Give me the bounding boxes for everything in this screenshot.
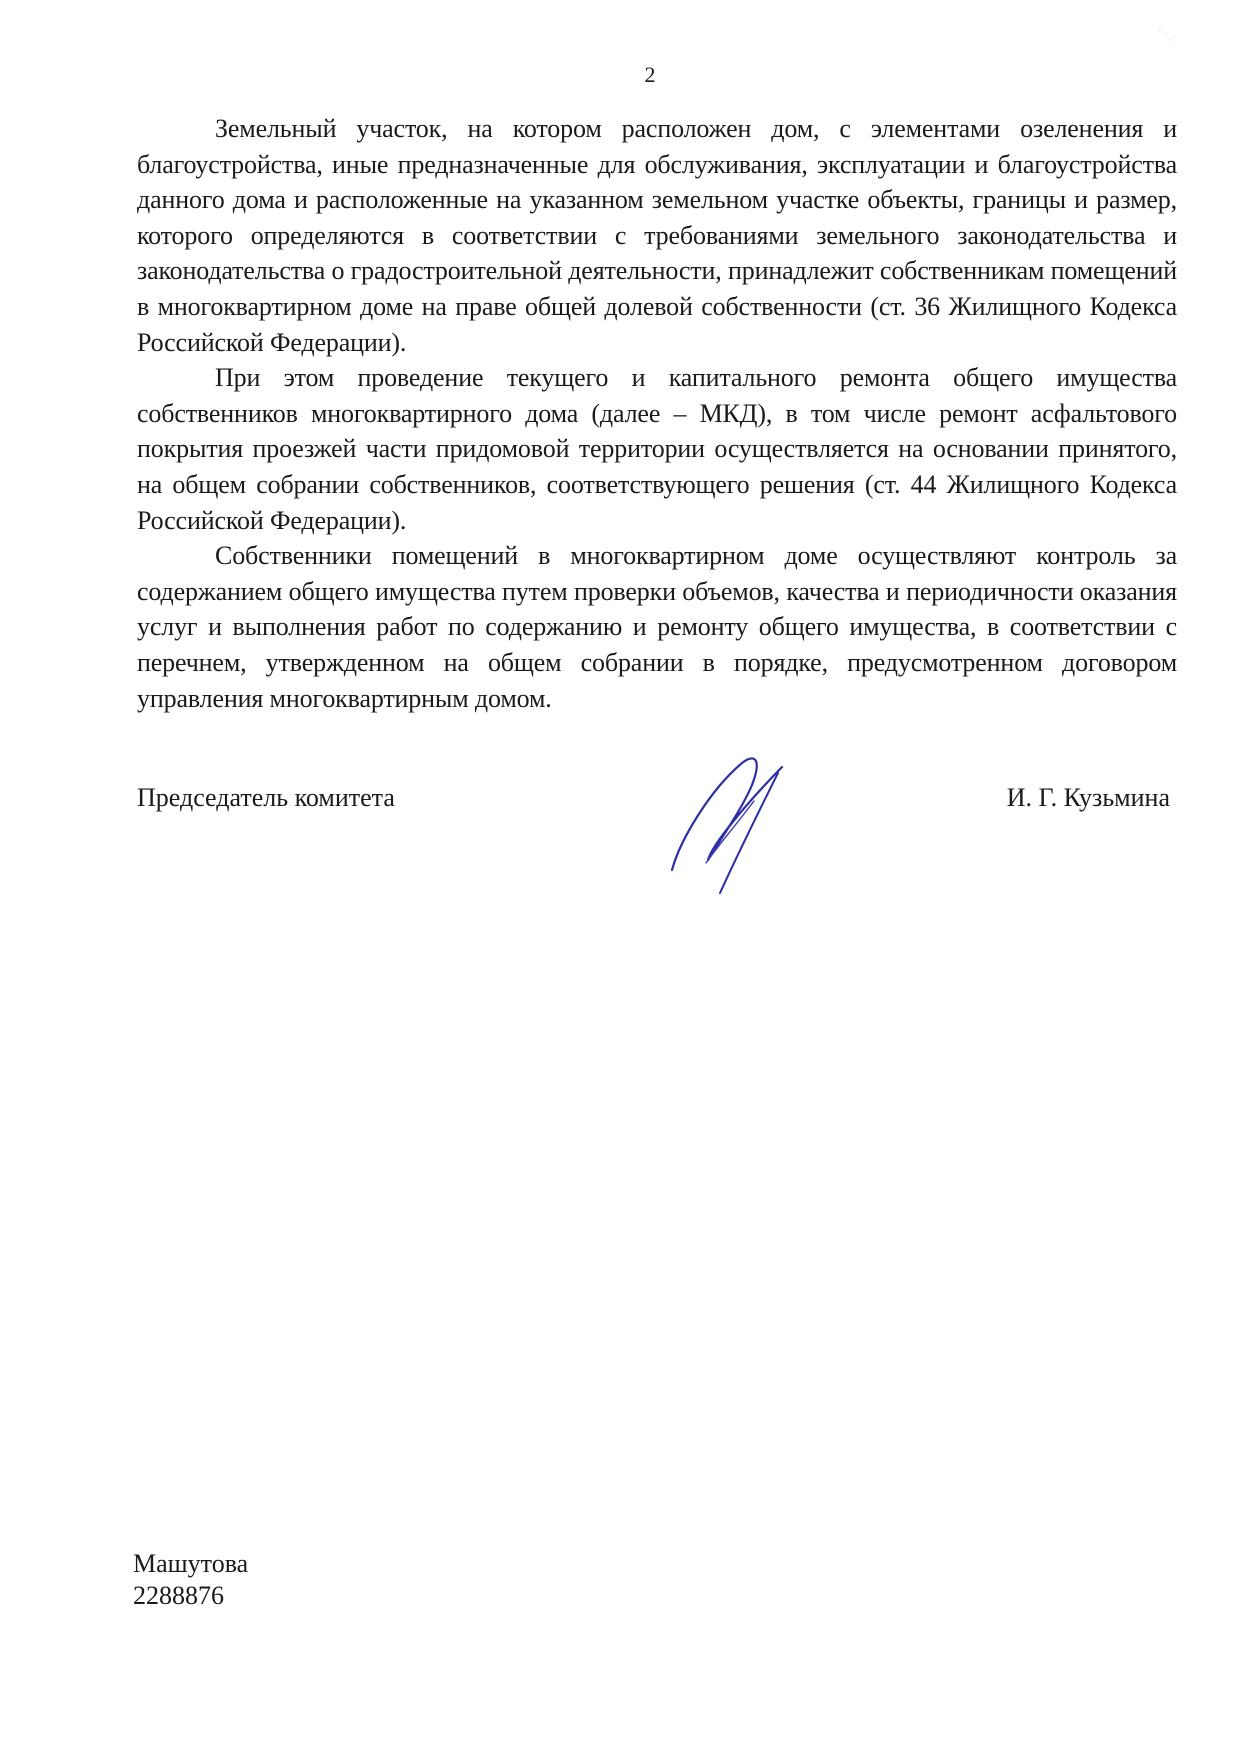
executor-footer <box>133 1548 248 1612</box>
handwritten-signature-icon <box>650 745 810 905</box>
signatory-position: Председатель комитета <box>137 783 395 812</box>
signatory-name: И. Г. Кузьмина <box>1006 783 1170 812</box>
executor-phone: 2288876 <box>133 1581 224 1610</box>
paragraph-land-plot: Земельный участок, на котором расположен дом, с элементами озеленения и благоустройства, иные предназначенные для обслуживания, эксплуатации и благоустройства данного дома и расположенные на указанном земельном участке объекты, границы и размер, которого определяются в соответствии с требованиями земельного законодательства и законодательства о градостроительной деятельности, принадлежит собственникам помещений в многоквартирном доме на праве общей долевой собственности (ст. 36 Жилищного Кодекса Российской Федерации). <box>137 114 1177 357</box>
scan-noise-decoration <box>1140 10 1200 70</box>
page-number: 2 <box>644 62 656 87</box>
letter-body <box>137 111 1177 716</box>
paragraph-repair-decision: При этом проведение текущего и капитального ремонта общего имущества собственников многоквартирного дома (далее – МКД), в том числе ремонт асфальтового покрытия проезжей части придомовой территории осуществляется на основании принятого, на общем собрании собственников, соответствующего решения (ст. 44 Жилищного Кодекса Российской Федерации). <box>137 363 1177 535</box>
executor-name: Машутова <box>133 1549 249 1578</box>
paragraph-owners-control: Собственники помещений в многоквартирном доме осуществляют контроль за содержанием общего имущества путем проверки объемов, качества и периодичности оказания услуг и выполнения работ по содержанию и ремонту общего имущества, в соответствии с перечнем, утвержденном на общем собрании в порядке, предусмотренном договором управления многоквартирным домом. <box>137 541 1177 713</box>
